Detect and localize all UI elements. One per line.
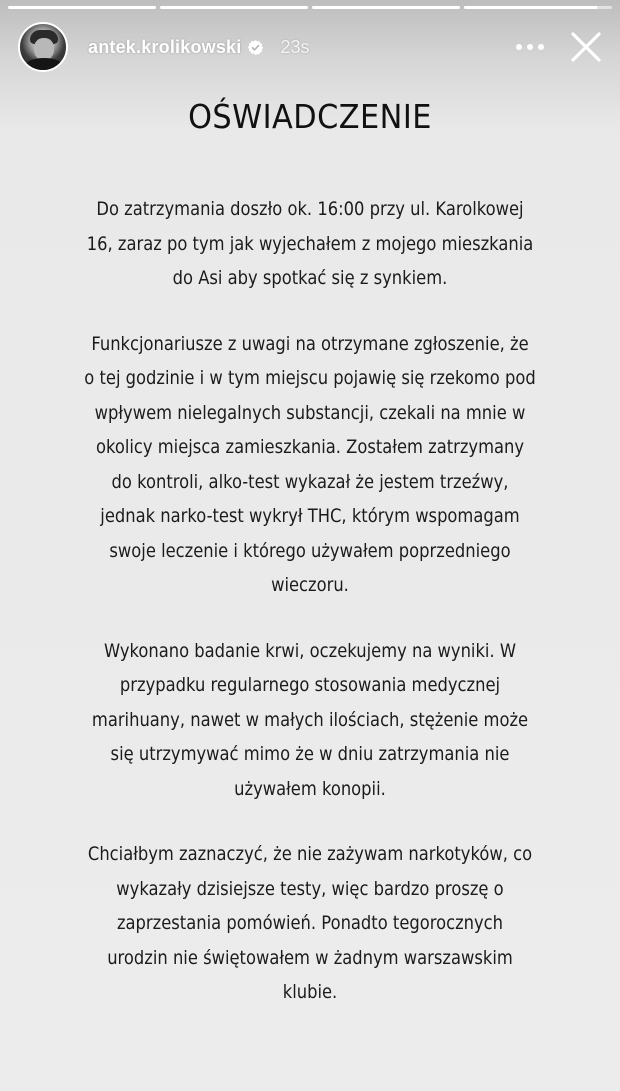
- close-icon: [570, 31, 602, 63]
- story-header: [18, 20, 606, 74]
- close-button[interactable]: [566, 27, 606, 67]
- progress-segment: [464, 6, 612, 9]
- avatar[interactable]: [18, 22, 68, 72]
- text-line: o tej godzinie i w tym miejscu pojawię się rzekomo pod: [84, 367, 536, 389]
- text-line: do Asi aby spotkać się z synkiem.: [172, 267, 448, 289]
- text-line: klubie.: [282, 981, 338, 1003]
- statement-paragraph: [52, 837, 568, 1010]
- statement-paragraph: [52, 327, 568, 603]
- more-horizontal-icon: [515, 43, 545, 51]
- username-link[interactable]: antek.krolikowski: [88, 36, 242, 57]
- progress-segment: [8, 6, 156, 9]
- text-line: Funkcjonariusze z uwagi na otrzymane zgłoszenie, że: [91, 332, 529, 355]
- text-line: do kontroli, alko-test wykazał że jestem trzeźwy,: [111, 470, 509, 493]
- text-line: wieczoru.: [271, 574, 349, 596]
- statement-paragraph: [52, 634, 568, 807]
- avatar-body: [24, 58, 64, 72]
- statement-paragraph: [52, 192, 568, 296]
- text-line: przypadku regularnego stosowania medycznej: [119, 674, 501, 696]
- progress-segment: [312, 6, 460, 9]
- text-line: wykazały dzisiejsze testy, więc bardzo proszę o: [116, 877, 504, 900]
- text-line: się utrzymywać mimo że w dniu zatrzymania nie: [110, 743, 510, 765]
- text-line: wpływem nielegalnych substancji, czekali na mnie w: [94, 401, 526, 424]
- progress-fill: [8, 6, 156, 9]
- text-line: używałem konopii.: [234, 777, 386, 800]
- more-options-button[interactable]: [512, 29, 548, 65]
- text-line: Wykonano badanie krwi, oczekujemy na wyniki. W: [103, 639, 517, 662]
- avatar-face: [34, 38, 54, 60]
- text-line: Do zatrzymania doszło ok. 16:00 przy ul. Karolkowej: [96, 198, 524, 220]
- progress-fill: [464, 6, 597, 9]
- text-line: Chciałbym zaznaczyć, że nie zażywam narkotyków, co: [87, 843, 533, 865]
- statement-content: [0, 82, 620, 1010]
- verified-badge-icon: [247, 39, 264, 56]
- story-progress-bar: [8, 6, 612, 9]
- progress-fill: [312, 6, 460, 9]
- story-timestamp: 23s: [280, 36, 310, 57]
- text-line: jednak narko-test wykrył THC, którym wspomagam: [100, 505, 520, 527]
- text-line: marihuany, nawet w małych ilościach, stężenie może: [91, 708, 529, 731]
- statement-title: OŚWIADCZENIE: [188, 97, 432, 136]
- text-line: urodzin nie świętowałem w żadnym warszawskim: [107, 946, 513, 969]
- progress-segment: [160, 6, 308, 9]
- text-line: okolicy miejsca zamieszkania. Zostałem zatrzymany: [95, 436, 525, 458]
- text-line: zaprzestania pomówień. Ponadto tegorocznych: [116, 912, 504, 934]
- progress-fill: [160, 6, 308, 9]
- text-line: swoje leczenie i którego używałem poprzedniego: [109, 539, 511, 562]
- text-line: 16, zaraz po tym jak wyjechałem z mojego mieszkania: [86, 232, 534, 255]
